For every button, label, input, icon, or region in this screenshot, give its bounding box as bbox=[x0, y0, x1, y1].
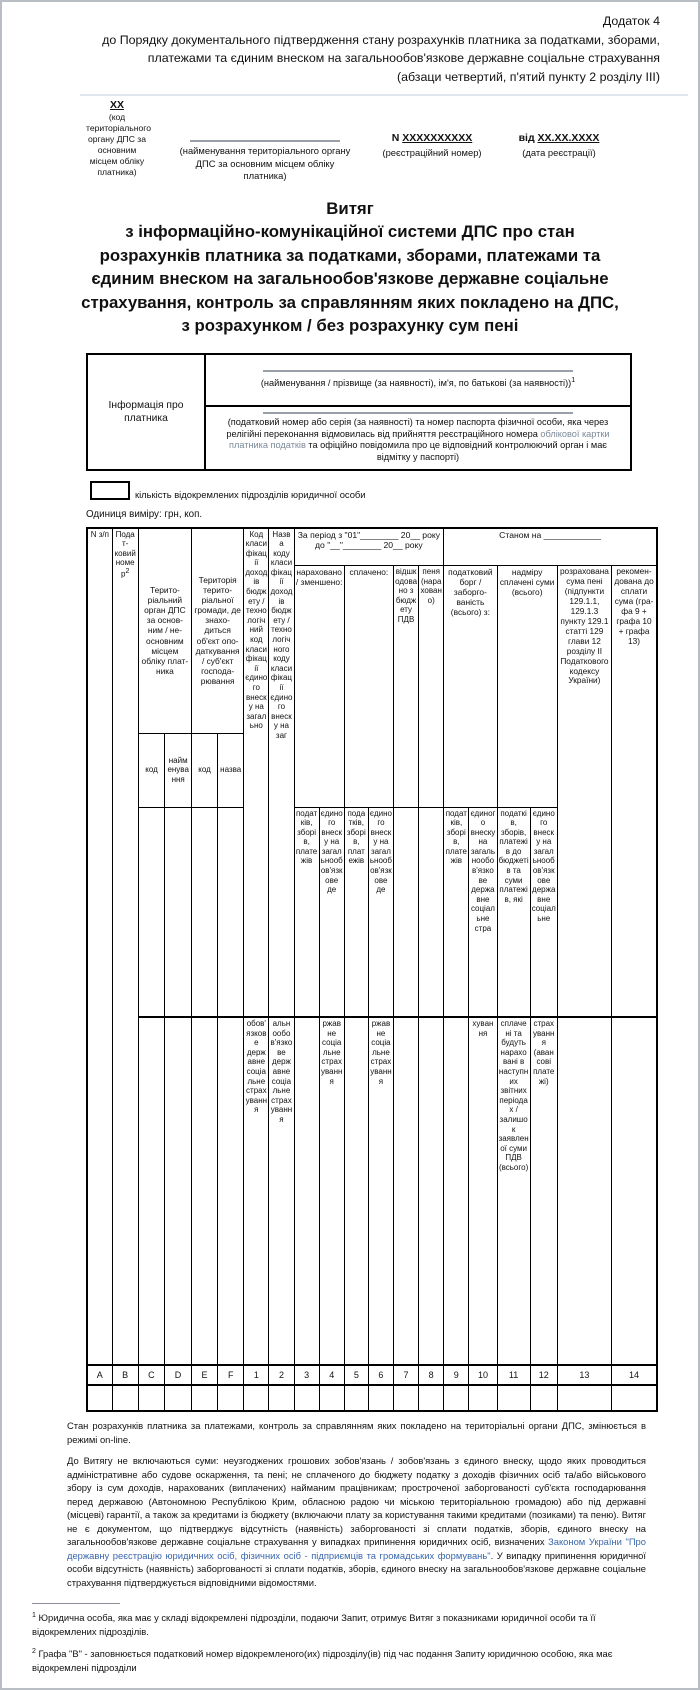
appendix-header bbox=[92, 12, 660, 86]
col-header-debt-single-cont: хування bbox=[469, 1017, 497, 1365]
cell-empty bbox=[138, 1017, 164, 1365]
col-header-tax-debt: податковий борг / заборгованість (всього) з: bbox=[444, 566, 497, 808]
col-letter: D bbox=[164, 1365, 191, 1385]
footnote-2 bbox=[32, 1645, 643, 1674]
col-group-territory bbox=[192, 528, 244, 808]
col-header-accrued-taxes: податків, зборів, платежів bbox=[294, 807, 319, 1017]
data-cell bbox=[294, 1385, 319, 1411]
cell-empty bbox=[557, 1017, 611, 1365]
law-link[interactable]: Законом України "Про державну реєстрацію юридичних осіб, фізичних осіб - підприємців та громадських формувань" bbox=[67, 1536, 646, 1561]
status-paragraph: Стан розрахунків платника за платежами, контроль за справлянням яких покладено на територіальні органи ДПС, змінюється в режимі on-line. bbox=[67, 1420, 646, 1445]
column-letters-row bbox=[87, 1365, 657, 1385]
col-header-recommended: рекомендована до сплати сума (графа 9 + графа 10 + графа 13) bbox=[612, 566, 657, 1018]
col-letter: 13 bbox=[557, 1365, 611, 1385]
data-cell bbox=[444, 1385, 469, 1411]
col-letter: E bbox=[192, 1365, 218, 1385]
col-header-budget-code-cont: обов'язкове державне соціальне страхування bbox=[244, 1017, 269, 1365]
payer-info-box bbox=[86, 353, 632, 471]
footnote-2-mark: 2 bbox=[32, 1648, 36, 1656]
cell-empty bbox=[192, 1017, 218, 1365]
data-cell bbox=[419, 1385, 444, 1411]
col-letter: B bbox=[112, 1365, 138, 1385]
data-cell bbox=[192, 1385, 218, 1411]
col-letter: 3 bbox=[294, 1365, 319, 1385]
territory-code-header: код bbox=[198, 765, 211, 775]
payer-taxnumber-caption-gray: облікової картки платника податків bbox=[229, 428, 610, 450]
reg-date-field bbox=[504, 100, 614, 159]
col-header-tax-number: Податковий номер$^2$ bbox=[112, 528, 138, 1366]
data-cell bbox=[244, 1385, 269, 1411]
document-title bbox=[76, 197, 624, 338]
col-letter: 9 bbox=[444, 1365, 469, 1385]
data-cell bbox=[612, 1385, 657, 1411]
col-letter: A bbox=[87, 1365, 112, 1385]
territory-name-header: назва bbox=[217, 734, 243, 807]
blank-line bbox=[190, 140, 340, 142]
col-letter: 8 bbox=[419, 1365, 444, 1385]
clause-reference: (абзаци четвертий, п'ятий пункту 2 розділу III) bbox=[396, 69, 660, 84]
col-letter: 2 bbox=[269, 1365, 294, 1385]
exclusions-text-pre: До Витягу не включаються суми: неузгоджених грошових зобов'язань / зобов'язань з єдиного внеску, щодо яких проводиться адміністративне або судове оскарження, та пені; не сплаченого до бюджету податку з доходів фізичних осіб та/або військового збору із сум доходів, нарахованих (виплачених) найманим працівникам; простроченої заборгованості суб'єкта господарювання перед державою (Автономною Республікою Крим, обласною радою чи міською територіальною громадою) або під державні (місцеві) гарантії, а також за кредитами із бюджету (включаючи плату за користування такими кредитами (позиками) та пеню). Витяг не є документом, що підтверджує відсутність (наявність) заборгованості зі сплати податків, зборів, єдиного внеску на загальнообов'язкове державне соціальне страхування у випадках припинення юридичних осіб, визначених bbox=[67, 1455, 646, 1547]
col-header-penalty-accrued: пеня (нараховано) bbox=[419, 566, 444, 808]
col-header-paid-single-cont: ржавне соціальне страхування bbox=[368, 1017, 393, 1365]
empty-data-row bbox=[87, 1385, 657, 1411]
data-cell bbox=[497, 1385, 530, 1411]
col-letter: 4 bbox=[319, 1365, 344, 1385]
col-header-paid-taxes: податків, зборів, платежів bbox=[344, 807, 368, 1017]
data-cell bbox=[218, 1385, 244, 1411]
calculations-table bbox=[86, 527, 658, 1413]
data-cell bbox=[344, 1385, 368, 1411]
reg-number-field bbox=[382, 100, 482, 159]
dps-org-code-header: код bbox=[145, 765, 158, 775]
col-group-as-of: Станом на ____________ bbox=[444, 528, 657, 566]
footnote-ref-2: 2 bbox=[125, 567, 130, 575]
cell-empty bbox=[218, 807, 244, 1017]
footnote-1-text: Юридична особа, яка має у складі відокремлені підрозділи, подаючи Запит, отримує Витяг з показниками юридичної особи та її відокремлених підрозділів. bbox=[32, 1612, 596, 1637]
subdivisions-count-checkbox[interactable] bbox=[90, 481, 130, 500]
footnote-1-mark: 1 bbox=[32, 1612, 36, 1619]
registration-block bbox=[86, 100, 698, 183]
cell-empty bbox=[612, 1017, 657, 1365]
reg-date-caption: (дата реєстрації) bbox=[522, 146, 596, 158]
col-header-budget-name-cont: альнообов'язкове державне соціальне страхування bbox=[269, 1017, 294, 1365]
cell-empty bbox=[394, 807, 419, 1017]
cell-empty bbox=[419, 807, 444, 1017]
payer-taxnumber-row bbox=[206, 407, 630, 469]
dps-org-group-title: Територіальний орган ДПС за основним / неосновним місцем обліку платника bbox=[139, 529, 191, 734]
payer-name-row bbox=[206, 355, 630, 407]
footnote-2-text: Графа "В" - заповнюється податковий номер відокремленого(их) підрозділу(ів) під час подання Запиту юридичною особою, яка має відокремлені підрозділи bbox=[32, 1648, 613, 1673]
data-cell bbox=[469, 1385, 497, 1411]
col-header-overpaid-single: єдиного внеску на загальнообов'язкове державне соціальне bbox=[530, 807, 557, 1017]
org-code-value: ХХ bbox=[109, 99, 124, 111]
col-header-overpaid-single-cont: страхування (авансові платежі) bbox=[530, 1017, 557, 1365]
col-header-debt-single: єдиного внеску на загальнообов'язкове державне соціальне стра bbox=[469, 807, 497, 1017]
data-cell bbox=[138, 1385, 164, 1411]
reg-date-value: ХХ.ХХ.ХХХХ bbox=[537, 132, 600, 144]
cell-empty bbox=[164, 1017, 191, 1365]
blank-line bbox=[263, 370, 573, 372]
exclusions-text-post: . У випадку припинення юридичної особи відсутність (наявність) заборгованості зі сплати податків, зборів, єдиного внеску на загальнообов'язкове державне соціальне страхування підтверджується відповідними відомостями. bbox=[67, 1549, 646, 1588]
unit-of-measure: Одиниця виміру: грн, коп. bbox=[86, 508, 203, 520]
cell-empty bbox=[138, 807, 164, 1017]
col-group-period: За період з "01"________ 20__ року до "__"________ 20__ року bbox=[294, 528, 444, 566]
org-code-caption: (код територіального органу ДПС за основним місцем обліку платника) bbox=[86, 112, 152, 177]
order-reference: до Порядку документального підтвердження стану розрахунків платника за податками, зборами, платежами та єдиним внеском на загальнообов'язкове державне соціальне страхування bbox=[102, 32, 660, 65]
payer-name-caption: (найменування / прізвище (за наявності), ім'я, по батькові (за наявності)) bbox=[260, 377, 572, 388]
col-header-overpaid-taxes: податків, зборів, платежів до бюджетів та суми платежів, які bbox=[497, 807, 530, 1017]
data-cell bbox=[530, 1385, 557, 1411]
col-header-accrued-single: єдиного внеску на загальнообов'язкове де bbox=[319, 807, 344, 1017]
col-header-vat-refunded: відшкодовано з бюджету ПДВ bbox=[394, 566, 419, 808]
col-letter: 6 bbox=[368, 1365, 393, 1385]
separator-line bbox=[80, 94, 688, 96]
subdivisions-row bbox=[90, 481, 698, 500]
footnote-ref-1: 1 bbox=[571, 376, 576, 384]
payer-info-label: Інформація про платника bbox=[88, 355, 206, 469]
col-header-budget-code-name: Назва коду класифікації доходів бюджету / технологічного коду класифікації єдиного внеску на заг bbox=[269, 528, 294, 1018]
col-header-overpaid: надміру сплачені суми (всього) bbox=[497, 566, 557, 808]
data-cell bbox=[269, 1385, 294, 1411]
data-cell bbox=[112, 1385, 138, 1411]
reg-date-label: від bbox=[518, 132, 538, 144]
cell-empty bbox=[344, 1017, 368, 1365]
col-letter: 14 bbox=[612, 1365, 657, 1385]
data-cell bbox=[394, 1385, 419, 1411]
payer-taxnumber-caption-post: та офіційно повідомила про це відповідний контролюючий орган і має відмітку у паспорті) bbox=[305, 440, 607, 462]
col-header-paid-single: єдиного внеску на загальнообов'язкове де bbox=[368, 807, 393, 1017]
payer-taxnumber-caption-pre: (податковий номер або серія (за наявності) та номер паспорта фізичної особи, яка через релігійні переконання відмовилась від прийняття реєстраційного номера bbox=[226, 417, 609, 439]
cell-empty bbox=[218, 1017, 244, 1365]
col-letter: 1 bbox=[244, 1365, 269, 1385]
col-letter: C bbox=[138, 1365, 164, 1385]
col-letter: 12 bbox=[530, 1365, 557, 1385]
col-letter: 7 bbox=[394, 1365, 419, 1385]
dps-org-name-header: найменування bbox=[164, 734, 191, 807]
cell-empty bbox=[164, 807, 191, 1017]
subdivisions-label: кількість відокремлених підрозділів юридичної особи bbox=[135, 488, 366, 500]
footnote-1 bbox=[32, 1609, 643, 1638]
data-cell bbox=[87, 1385, 112, 1411]
col-header-paid: сплачено: bbox=[344, 566, 393, 808]
col-letter: 10 bbox=[469, 1365, 497, 1385]
data-cell bbox=[557, 1385, 611, 1411]
col-header-debt-taxes: податків, зборів, платежів bbox=[444, 807, 469, 1017]
col-header-overpaid-taxes-cont: сплачені та будуть нараховані в наступних звітних періодах / залишок заявленої суми ПДВ (всього) bbox=[497, 1017, 530, 1365]
col-letter: 5 bbox=[344, 1365, 368, 1385]
col-letter: F bbox=[218, 1365, 244, 1385]
title-word: Витяг bbox=[326, 198, 374, 218]
org-name-caption: (найменування територіального органу ДПС за основним місцем обліку платника) bbox=[179, 145, 351, 181]
col-letter: 11 bbox=[497, 1365, 530, 1385]
cell-empty bbox=[192, 807, 218, 1017]
cell-empty bbox=[294, 1017, 319, 1365]
col-group-dps-org bbox=[138, 528, 191, 808]
territory-group-title: Територія територіальної громади, де знаходиться об'єкт оподаткування / суб'єкт господарювання bbox=[192, 529, 243, 734]
appendix-number: Додаток 4 bbox=[602, 14, 660, 28]
data-cell bbox=[319, 1385, 344, 1411]
data-cell bbox=[164, 1385, 191, 1411]
cell-empty bbox=[419, 1017, 444, 1365]
cell-empty bbox=[394, 1017, 419, 1365]
col-header-accrued: нараховано / зменшено: bbox=[294, 566, 344, 808]
org-code-field bbox=[86, 99, 152, 178]
col-header-penalty-calc: розрахована сума пені (підпункти 129.1.1, 129.1.3 пункту 129.1 статті 129 глави 12 розділу II Податкового кодексу України) bbox=[557, 566, 611, 1018]
col-header-row-number: N з/п bbox=[87, 528, 112, 1366]
org-name-field bbox=[176, 100, 354, 183]
reg-number-caption: (реєстраційний номер) bbox=[382, 146, 482, 158]
col-header-accrued-single-cont: ржавне соціальне страхування bbox=[319, 1017, 344, 1365]
title-subtitle: з інформаційно-комунікаційної системи ДПС про стан розрахунків платника за податками, зборами, платежами та єдиним внеском на загальнообов'язкове державне соціальне страхування, контроль за справлянням яких покладено на ДПС, з розрахунком / без розрахунку сум пені bbox=[81, 222, 619, 335]
blank-line bbox=[263, 412, 573, 414]
cell-empty bbox=[444, 1017, 469, 1365]
reg-number-label: N bbox=[391, 132, 403, 144]
data-cell bbox=[368, 1385, 393, 1411]
exclusions-paragraph bbox=[67, 1454, 646, 1589]
col-header-budget-code: Код класифікації доходів бюджету / технологічний код класифікації єдиного внеску на загально bbox=[244, 528, 269, 1018]
reg-number-value: ХХХХХХХХХХ bbox=[402, 132, 473, 144]
footnote-separator bbox=[32, 1603, 120, 1604]
